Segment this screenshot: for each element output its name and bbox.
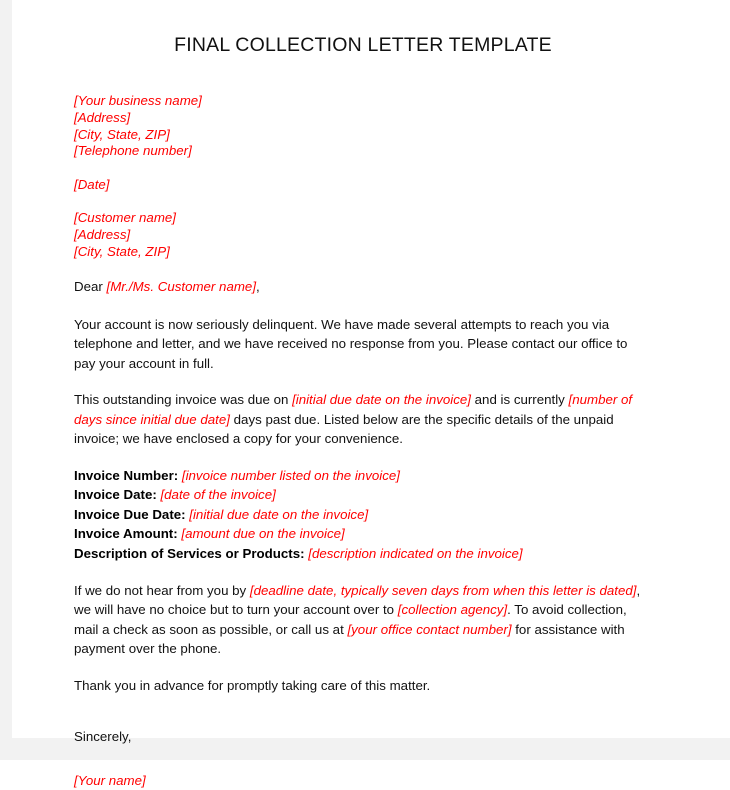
paragraph-3-part-4: for assistance with payment over the phone.	[74, 621, 625, 657]
detail-value-invoice-due-date: [initial due date on the invoice]	[189, 506, 369, 522]
sender-address-block	[74, 93, 652, 160]
detail-value-invoice-amount: [amount due on the invoice]	[181, 526, 345, 542]
signature-block	[74, 771, 652, 790]
recipient-name: [Customer name]	[74, 209, 176, 225]
sender-business-name: [Your business name]	[74, 93, 202, 108]
salutation-punctuation: ,	[256, 279, 260, 295]
list-item	[74, 466, 652, 485]
paragraph-3	[74, 581, 652, 659]
recipient-address-block	[74, 210, 652, 260]
date-block	[74, 177, 652, 194]
salutation-placeholder: [Mr./Ms. Customer name]	[106, 279, 257, 295]
letter-sheet	[12, 0, 730, 788]
paragraph-3-part-1: If we do not hear from you by	[74, 582, 250, 598]
sender-telephone: [Telephone number]	[74, 143, 192, 159]
detail-label-invoice-due-date: Invoice Due Date:	[74, 506, 186, 522]
detail-value-description: [description indicated on the invoice]	[308, 545, 523, 561]
paragraph-2-part-1: This outstanding invoice was due on	[74, 392, 293, 408]
list-item	[74, 485, 652, 504]
recipient-address: [Address]	[74, 226, 131, 242]
page-title: FINAL COLLECTION LETTER TEMPLATE	[174, 34, 552, 56]
signature-name: [Your name]	[74, 772, 146, 788]
detail-label-invoice-number: Invoice Number:	[74, 467, 179, 483]
letter-body	[12, 0, 730, 790]
letter-date: [Date]	[74, 177, 110, 193]
closing: Sincerely,	[74, 729, 132, 745]
detail-label-invoice-amount: Invoice Amount:	[74, 526, 178, 542]
sender-address: [Address]	[74, 109, 131, 125]
paragraph-3-part-2: , we will have no choice but to turn your account over to	[74, 582, 641, 618]
paragraph-4: Thank you in advance for promptly taking care of this matter.	[74, 677, 431, 693]
list-item	[74, 544, 652, 563]
recipient-city-state-zip: [City, State, ZIP]	[74, 243, 170, 259]
paragraph-3-part-3: . To avoid collection, mail a check as soon as possible, or call us at	[74, 602, 627, 637]
detail-label-invoice-date: Invoice Date:	[74, 487, 157, 503]
sender-city-state-zip: [City, State, ZIP]	[74, 126, 170, 142]
paragraph-3-placeholder-1: [deadline date, typically seven days from when this letter is dated]	[249, 582, 637, 598]
detail-label-description: Description of Services or Products:	[74, 545, 305, 561]
paragraph-2-placeholder-2: [number of days since initial due date]	[74, 392, 633, 427]
list-item	[74, 524, 652, 543]
paragraph-2	[74, 390, 652, 449]
salutation	[74, 277, 652, 297]
detail-value-invoice-number: [invoice number listed on the invoice]	[181, 467, 400, 483]
paragraph-3-placeholder-2: [collection agency]	[397, 602, 508, 618]
paragraph-1: Your account is now seriously delinquent. We have made several attempts to reach you via telephone and letter, and we have received no response from you. Please contact our office to pay your account in full.	[74, 316, 628, 371]
paragraph-2-part-3: days past due. Listed below are the specific details of the unpaid invoice; we have enclosed a copy for your convenience.	[74, 411, 614, 447]
invoice-details-list	[74, 466, 652, 563]
detail-value-invoice-date: [date of the invoice]	[160, 487, 276, 503]
paragraph-2-part-2: and is currently	[470, 392, 569, 408]
left-gutter	[0, 0, 12, 760]
paragraph-3-placeholder-3: [your office contact number]	[347, 621, 512, 637]
paragraph-2-placeholder-1: [initial due date on the invoice]	[292, 392, 471, 408]
list-item	[74, 505, 652, 524]
salutation-greeting: Dear	[74, 279, 107, 295]
